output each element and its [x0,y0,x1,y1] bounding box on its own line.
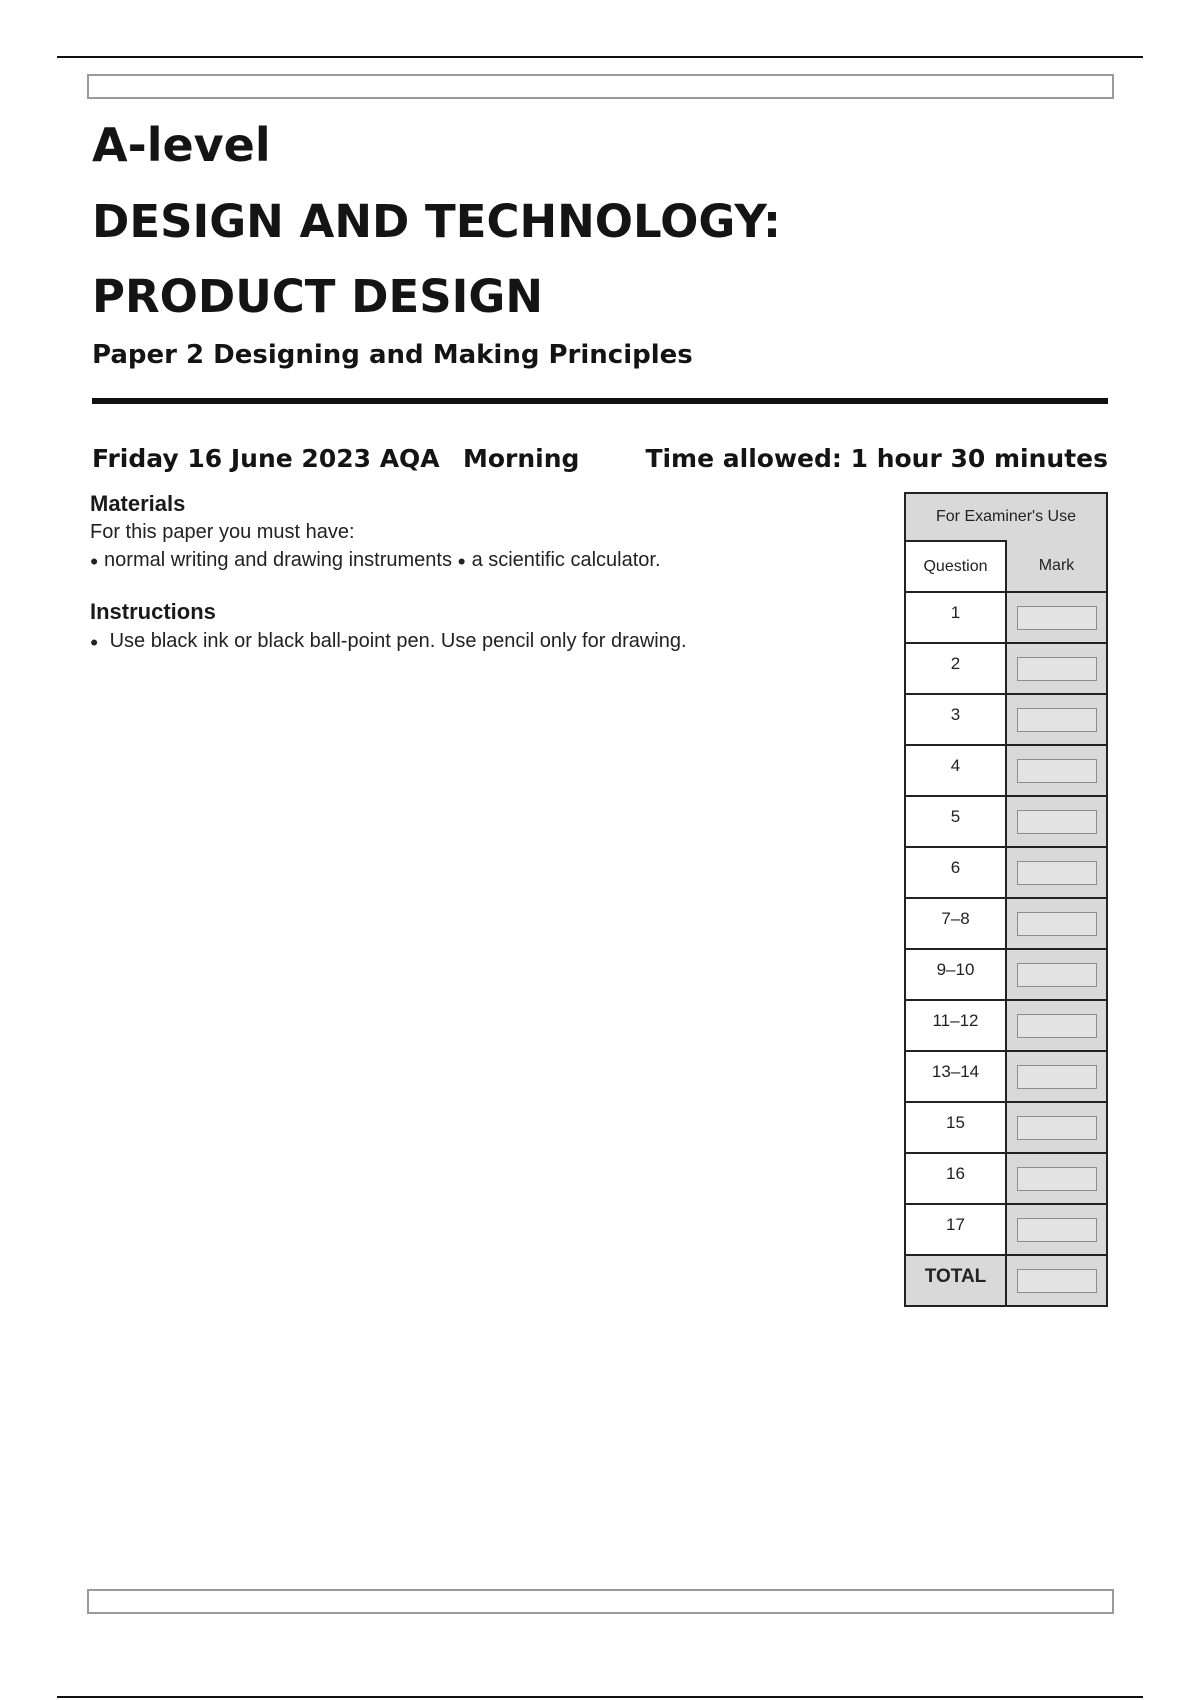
materials-item-calculator: a scientific calculator. [471,549,661,571]
exam-session: Morning [463,444,580,473]
mark-cell [1007,1203,1106,1254]
materials-item-writing: normal writing and drawing instruments [104,549,452,571]
mark-cell [1007,1050,1106,1101]
mark-entry-box[interactable] [1017,861,1097,885]
question-row [906,744,1106,795]
question-row [906,1203,1106,1254]
mark-cell [1007,1101,1106,1152]
mark-cell [1007,744,1106,795]
materials-list [90,549,661,572]
question-number: 13–14 [906,1050,1007,1101]
time-allowed: Time allowed: 1 hour 30 minutes [645,444,1108,473]
mark-entry-box[interactable] [1017,963,1097,987]
instructions-item-ink: Use black ink or black ball-point pen. Use pencil only for drawing. [109,630,687,652]
question-number: 5 [906,795,1007,846]
question-column-header: Question [906,540,1007,591]
question-row [906,642,1106,693]
question-row [906,693,1106,744]
total-mark-box[interactable] [1017,1269,1097,1293]
bottom-rule [57,1696,1143,1698]
total-label: TOTAL [906,1254,1007,1305]
mark-cell [1007,999,1106,1050]
total-mark-cell [1007,1254,1106,1305]
mark-entry-box[interactable] [1017,912,1097,936]
mark-cell [1007,642,1106,693]
mark-entry-box[interactable] [1017,1116,1097,1140]
instructions-heading: Instructions [90,599,216,624]
examiner-table-title: For Examiner's Use [936,508,1076,525]
bullet-icon: ● [90,633,99,650]
mark-entry-box[interactable] [1017,1167,1097,1191]
question-row [906,1152,1106,1203]
question-number: 11–12 [906,999,1007,1050]
question-row [906,948,1106,999]
question-number: 1 [906,591,1007,642]
question-row [906,999,1106,1050]
question-number: 17 [906,1203,1007,1254]
question-number: 15 [906,1101,1007,1152]
question-number: 6 [906,846,1007,897]
paper-title: Paper 2 Designing and Making Principles [92,340,693,370]
mark-cell [1007,1152,1106,1203]
question-number: 2 [906,642,1007,693]
mark-entry-box[interactable] [1017,1218,1097,1242]
exam-date: Friday 16 June 2023 AQA [92,444,440,473]
subject-title-line2: PRODUCT DESIGN [92,270,544,323]
top-rule [57,56,1143,58]
mark-entry-box[interactable] [1017,1065,1097,1089]
bullet-icon: ● [457,552,466,569]
total-row [906,1254,1106,1305]
examiner-use-table [904,492,1108,1307]
top-blank-box [87,74,1114,99]
mark-entry-box[interactable] [1017,1014,1097,1038]
question-number: 9–10 [906,948,1007,999]
mark-entry-box[interactable] [1017,810,1097,834]
examiner-table-rows [906,591,1106,1254]
question-row [906,1050,1106,1101]
mark-entry-box[interactable] [1017,606,1097,630]
mark-cell [1007,846,1106,897]
mark-cell [1007,948,1106,999]
bottom-blank-box [87,1589,1114,1614]
mark-column-header: Mark [1038,556,1075,574]
question-row [906,591,1106,642]
question-number: 16 [906,1152,1007,1203]
question-number: 3 [906,693,1007,744]
mark-entry-box[interactable] [1017,759,1097,783]
bullet-icon: ● [90,552,99,569]
question-row [906,846,1106,897]
subject-title-line1: DESIGN AND TECHNOLOGY: [92,195,781,248]
mark-cell [1007,693,1106,744]
title-divider [92,398,1108,404]
instructions-item [90,630,687,653]
materials-intro: For this paper you must have: [90,521,355,543]
question-row [906,795,1106,846]
materials-heading: Materials [90,491,186,516]
mark-cell [1007,897,1106,948]
mark-entry-box[interactable] [1017,657,1097,681]
mark-entry-box[interactable] [1017,708,1097,732]
mark-cell [1007,591,1106,642]
question-row [906,897,1106,948]
question-number: 4 [906,744,1007,795]
question-row [906,1101,1106,1152]
mark-cell [1007,795,1106,846]
qualification-level: A-level [92,118,271,172]
examiner-table-header-row [906,540,1106,591]
question-number: 7–8 [906,897,1007,948]
